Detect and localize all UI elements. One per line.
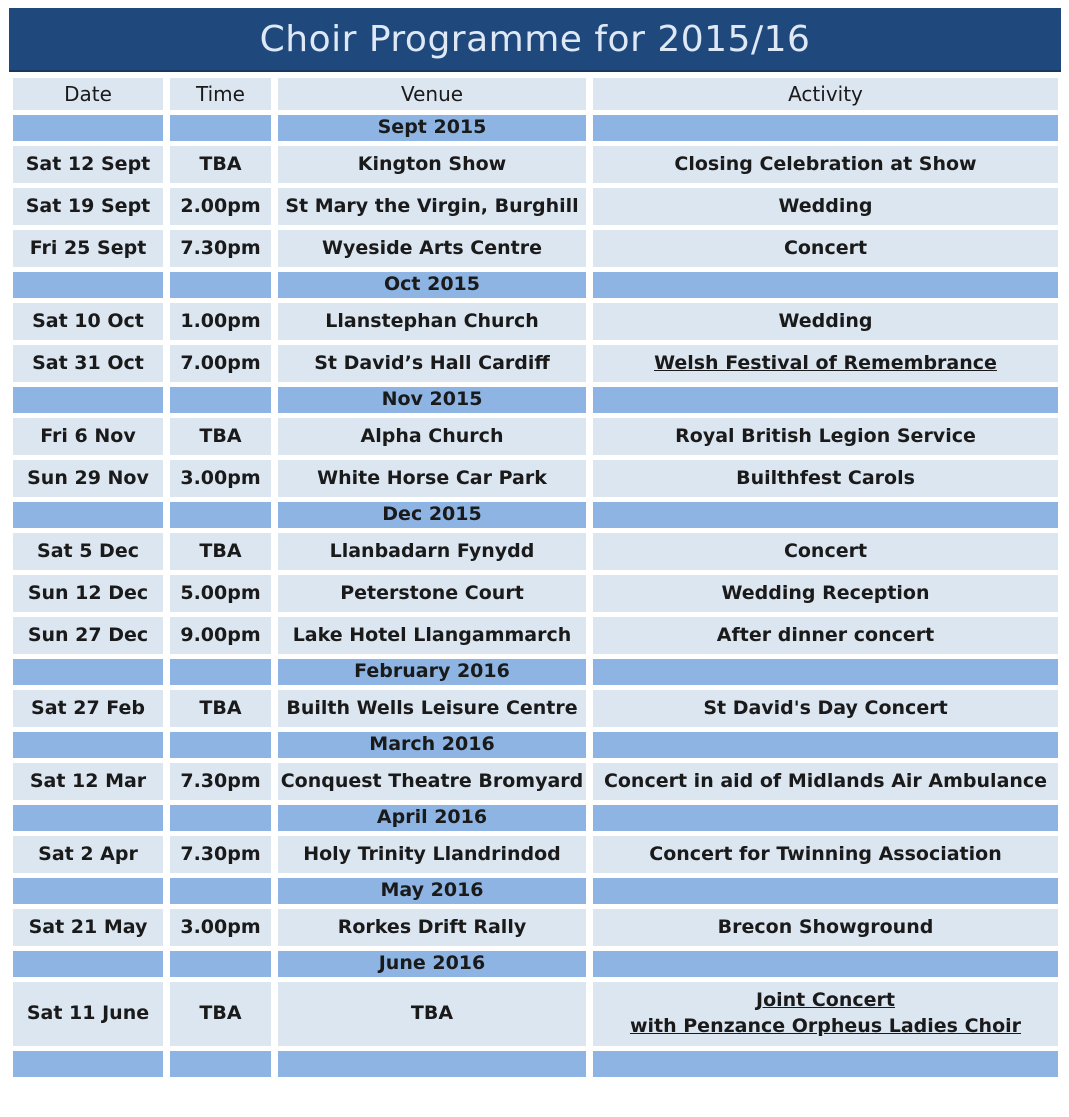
- month-label: Oct 2015: [278, 272, 586, 298]
- cell-venue: Llanstephan Church: [278, 303, 586, 340]
- month-row-cell: [13, 272, 163, 298]
- month-row-cell: [13, 1051, 163, 1077]
- month-label: March 2016: [278, 732, 586, 758]
- cell-activity: Builthfest Carols: [593, 460, 1058, 497]
- activity-link-text[interactable]: Joint Concert: [756, 989, 895, 1012]
- cell-activity: Concert: [593, 230, 1058, 267]
- cell-date: Sat 10 Oct: [13, 303, 163, 340]
- cell-venue: St David’s Hall Cardiff: [278, 345, 586, 382]
- month-row-cell: [593, 878, 1058, 904]
- month-label: Dec 2015: [278, 502, 586, 528]
- cell-date: Sat 12 Mar: [13, 763, 163, 800]
- cell-activity: After dinner concert: [593, 617, 1058, 654]
- month-row-cell: [13, 805, 163, 831]
- cell-activity: Brecon Showground: [593, 909, 1058, 946]
- month-row-cell: [170, 502, 271, 528]
- cell-venue: Kington Show: [278, 146, 586, 183]
- cell-activity: Closing Celebration at Show: [593, 146, 1058, 183]
- column-header-time: Time: [170, 78, 271, 110]
- month-row-cell: [13, 387, 163, 413]
- month-row-cell: [593, 951, 1058, 977]
- cell-activity: Concert for Twinning Association: [593, 836, 1058, 873]
- cell-time: TBA: [170, 146, 271, 183]
- month-row-cell: [170, 659, 271, 685]
- month-row-cell: [593, 115, 1058, 141]
- month-row-cell: [13, 951, 163, 977]
- month-row-cell: [170, 115, 271, 141]
- month-row-cell: [170, 387, 271, 413]
- month-row-cell: [13, 115, 163, 141]
- cell-date: Sun 12 Dec: [13, 575, 163, 612]
- month-row-cell: [593, 272, 1058, 298]
- month-row-cell: [170, 805, 271, 831]
- month-label: February 2016: [278, 659, 586, 685]
- cell-time: TBA: [170, 418, 271, 455]
- month-row-cell: [593, 732, 1058, 758]
- cell-time: 3.00pm: [170, 909, 271, 946]
- month-row-cell: [593, 659, 1058, 685]
- month-label: [278, 1051, 586, 1077]
- cell-time: 7.00pm: [170, 345, 271, 382]
- activity-link[interactable]: [593, 982, 1058, 1046]
- activity-link[interactable]: [593, 345, 1058, 382]
- cell-venue: Wyeside Arts Centre: [278, 230, 586, 267]
- cell-date: Sat 21 May: [13, 909, 163, 946]
- cell-date: Sun 27 Dec: [13, 617, 163, 654]
- cell-date: Sat 31 Oct: [13, 345, 163, 382]
- column-header-date: Date: [13, 78, 163, 110]
- cell-date: Sat 11 June: [13, 982, 163, 1046]
- cell-venue: Lake Hotel Llangammarch: [278, 617, 586, 654]
- activity-link-text-line2[interactable]: with Penzance Orpheus Ladies Choir: [629, 1015, 1022, 1037]
- cell-date: Sat 27 Feb: [13, 690, 163, 727]
- cell-venue: White Horse Car Park: [278, 460, 586, 497]
- cell-activity: Wedding: [593, 188, 1058, 225]
- cell-activity: St David's Day Concert: [593, 690, 1058, 727]
- month-row-cell: [170, 878, 271, 904]
- cell-venue: Builth Wells Leisure Centre: [278, 690, 586, 727]
- cell-time: 7.30pm: [170, 763, 271, 800]
- month-row-cell: [593, 387, 1058, 413]
- page-title: Choir Programme for 2015/16: [9, 8, 1061, 72]
- cell-date: Fri 6 Nov: [13, 418, 163, 455]
- month-row-cell: [170, 951, 271, 977]
- cell-date: Sun 29 Nov: [13, 460, 163, 497]
- cell-time: 9.00pm: [170, 617, 271, 654]
- cell-activity: Royal British Legion Service: [593, 418, 1058, 455]
- month-row-cell: [170, 1051, 271, 1077]
- cell-venue: Holy Trinity Llandrindod: [278, 836, 586, 873]
- cell-date: Sat 19 Sept: [13, 188, 163, 225]
- month-label: April 2016: [278, 805, 586, 831]
- cell-venue: Rorkes Drift Rally: [278, 909, 586, 946]
- cell-time: TBA: [170, 690, 271, 727]
- month-row-cell: [593, 805, 1058, 831]
- cell-time: TBA: [170, 533, 271, 570]
- cell-activity: Concert: [593, 533, 1058, 570]
- cell-activity: Wedding Reception: [593, 575, 1058, 612]
- month-label: Sept 2015: [278, 115, 586, 141]
- cell-time: 2.00pm: [170, 188, 271, 225]
- cell-time: 7.30pm: [170, 230, 271, 267]
- cell-venue: St Mary the Virgin, Burghill: [278, 188, 586, 225]
- month-row-cell: [13, 732, 163, 758]
- cell-time: 1.00pm: [170, 303, 271, 340]
- cell-time: 7.30pm: [170, 836, 271, 873]
- month-row-cell: [593, 502, 1058, 528]
- month-row-cell: [13, 659, 163, 685]
- column-header-venue: Venue: [278, 78, 586, 110]
- cell-date: Sat 12 Sept: [13, 146, 163, 183]
- column-header-activity: Activity: [593, 78, 1058, 110]
- cell-venue: Alpha Church: [278, 418, 586, 455]
- month-row-cell: [13, 502, 163, 528]
- cell-venue: Conquest Theatre Bromyard: [278, 763, 586, 800]
- cell-time: 3.00pm: [170, 460, 271, 497]
- cell-venue: Peterstone Court: [278, 575, 586, 612]
- month-row-cell: [170, 732, 271, 758]
- month-label: Nov 2015: [278, 387, 586, 413]
- month-row-cell: [593, 1051, 1058, 1077]
- cell-date: Fri 25 Sept: [13, 230, 163, 267]
- cell-date: Sat 5 Dec: [13, 533, 163, 570]
- cell-venue: Llanbadarn Fynydd: [278, 533, 586, 570]
- cell-time: TBA: [170, 982, 271, 1046]
- month-label: June 2016: [278, 951, 586, 977]
- month-label: May 2016: [278, 878, 586, 904]
- month-row-cell: [170, 272, 271, 298]
- cell-time: 5.00pm: [170, 575, 271, 612]
- activity-link-text[interactable]: Welsh Festival of Remembrance: [654, 351, 997, 374]
- cell-activity: Concert in aid of Midlands Air Ambulance: [593, 763, 1058, 800]
- cell-activity: Wedding: [593, 303, 1058, 340]
- cell-date: Sat 2 Apr: [13, 836, 163, 873]
- cell-venue: TBA: [278, 982, 586, 1046]
- month-row-cell: [13, 878, 163, 904]
